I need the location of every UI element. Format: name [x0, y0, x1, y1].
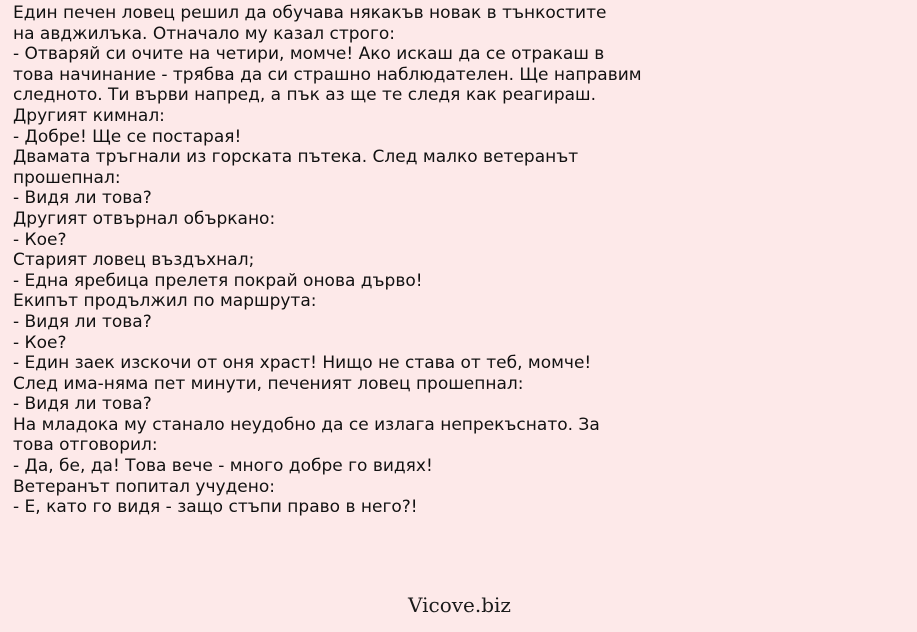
- joke-line: - Видя ли това?: [13, 188, 152, 209]
- joke-line: - Да, бе, да! Това вече - много добре го видях!: [13, 456, 433, 477]
- joke-line: следното. Ти върви напред, а пък аз ще те следя как реагираш.: [13, 85, 596, 106]
- joke-line: - Отваряй си очите на четири, момче! Ако искаш да се отракаш в: [13, 44, 605, 65]
- joke-line: Двамата тръгнали из горската пътека. След малко ветеранът: [13, 147, 579, 168]
- joke-line: - Е, като го видя - защо стъпи право в него?!: [13, 497, 418, 518]
- joke-line: Ветеранът попитал учудено:: [13, 476, 276, 497]
- joke-line: прошепнал:: [13, 167, 121, 188]
- joke-line: това начинание - трябва да си страшно наблюдателен. Ще направим: [13, 64, 642, 85]
- joke-line: - Видя ли това?: [13, 394, 152, 415]
- joke-line: на авджилъка. Отначало му казал строго:: [13, 23, 396, 44]
- joke-line: това отговорил:: [13, 435, 158, 456]
- joke-line: Един печен ловец решил да обучава някакъв новак в тънкостите: [13, 3, 607, 23]
- joke-line: Екипът продължил по маршрута:: [13, 291, 317, 312]
- joke-line: - Добре! Ще се постарая!: [13, 126, 242, 147]
- joke-text: [13, 3, 642, 518]
- joke-line: Старият ловец въздъхнал;: [13, 250, 255, 271]
- joke-line: - Един заек изскочи от оня храст! Нищо не става от теб, момче!: [13, 353, 592, 374]
- joke-line: След има-няма пет минути, печеният ловец прошепнал:: [13, 373, 524, 394]
- joke-line: Другият отвърнал объркано:: [13, 208, 276, 229]
- site-watermark: Vicove.biz: [408, 593, 511, 617]
- joke-line: - Кое?: [13, 332, 67, 353]
- joke-line: Другият кимнал:: [13, 105, 165, 126]
- joke-line: На младока му станало неудобно да се излага непрекъснато. За: [13, 414, 600, 435]
- joke-line: - Една яребица прелетя покрай онова дърво!: [13, 270, 423, 291]
- joke-line: - Видя ли това?: [13, 311, 152, 332]
- joke-line: - Кое?: [13, 229, 67, 250]
